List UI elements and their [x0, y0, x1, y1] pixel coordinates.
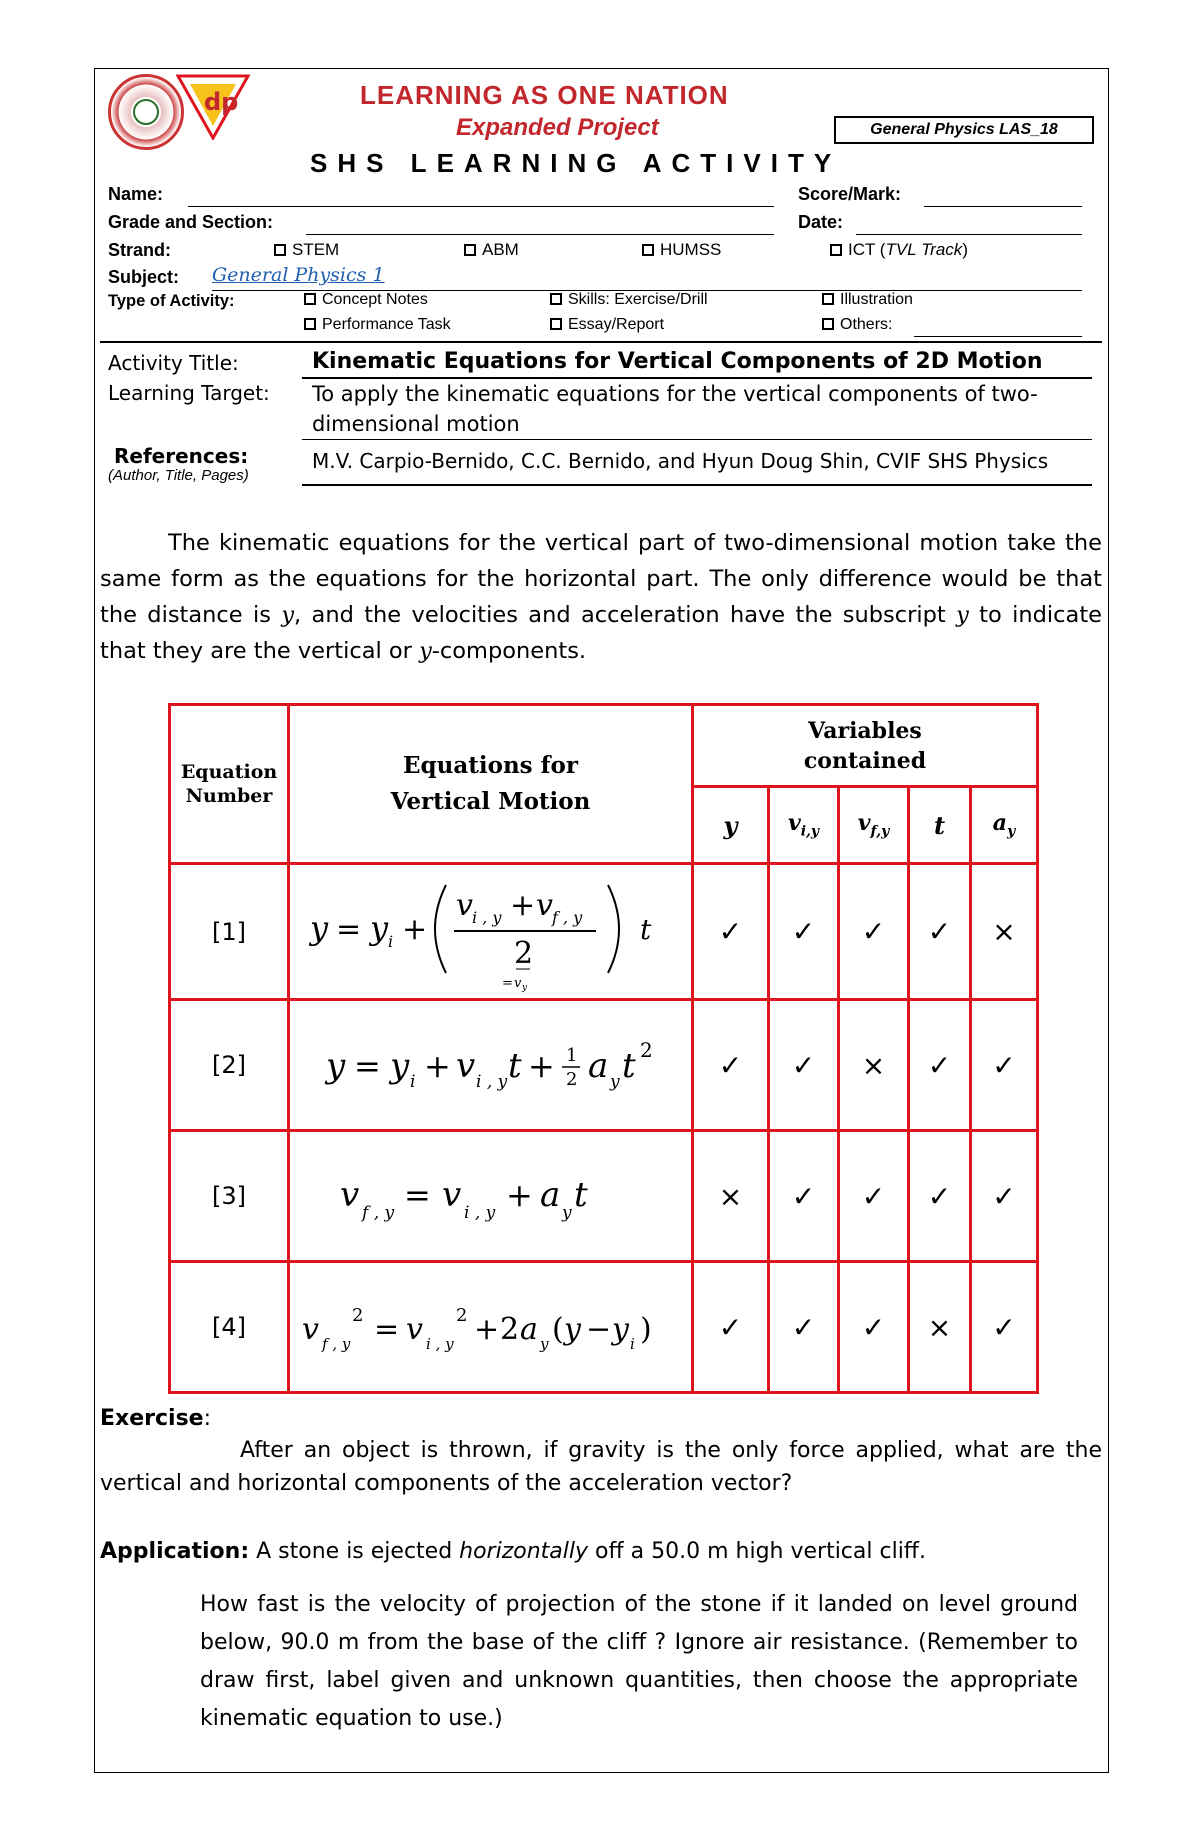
- svg-text:v: v: [405, 1311, 423, 1347]
- score-field[interactable]: [924, 206, 1082, 207]
- type-concept-notes[interactable]: Concept Notes: [304, 291, 428, 309]
- learning-target-label: Learning Target:: [108, 381, 270, 405]
- svg-text:2: 2: [639, 1037, 653, 1062]
- equation-number: [1]: [170, 864, 289, 1000]
- date-field[interactable]: [856, 234, 1082, 235]
- mark-cell: ✓: [693, 1262, 769, 1393]
- svg-text:(: (: [551, 1311, 564, 1347]
- mark-cell: ✓: [971, 1000, 1038, 1131]
- svg-text:y: y: [611, 1311, 629, 1347]
- type-illustration[interactable]: Illustration: [822, 291, 913, 309]
- references-note: (Author, Title, Pages): [108, 467, 249, 484]
- mark-cell: ✓: [909, 864, 971, 1000]
- mark-cell: ✓: [971, 1262, 1038, 1393]
- type-others[interactable]: Others:: [822, 316, 892, 334]
- application-question: How fast is the velocity of projection of the stone if it landed on level ground below, 90.0 m from the base of the cliff ? Ignore air resistance. (Remember to draw first, label given and unknown quantities, then choose the appropriate kinematic equation to use.): [200, 1592, 1078, 1731]
- learning-target-value: To apply the kinematic equations for the vertical components of two-dimensional motion: [312, 382, 1038, 436]
- header-equation-number: Equation Number: [170, 705, 289, 864]
- mark-cell: ✓: [693, 864, 769, 1000]
- svg-text:v: v: [441, 1174, 461, 1215]
- mark-cell: ×: [693, 1131, 769, 1262]
- kinematic-equations-table: [168, 703, 1039, 1394]
- svg-text:v: v: [301, 1311, 319, 1347]
- equation-1: [289, 864, 693, 1000]
- mark-cell: ✓: [769, 1000, 839, 1131]
- checkbox-icon: [550, 293, 562, 305]
- activity-title-label: Activity Title:: [108, 351, 239, 375]
- svg-text:f , y: f , y: [361, 1202, 394, 1223]
- svg-text:y: y: [369, 909, 388, 947]
- mark-cell: ✓: [693, 1000, 769, 1131]
- type-exercise-drill[interactable]: Skills: Exercise/Drill: [550, 291, 708, 309]
- type-performance-task[interactable]: Performance Task: [304, 316, 451, 334]
- svg-text:v: v: [455, 888, 473, 923]
- mark-cell: ✓: [971, 1131, 1038, 1262]
- others-field[interactable]: [914, 336, 1082, 337]
- svg-text:y: y: [609, 1071, 620, 1092]
- svg-text:y: y: [561, 1202, 572, 1223]
- svg-text:): ): [639, 1311, 652, 1347]
- equation-3-formula: [296, 1144, 686, 1244]
- strand-stem[interactable]: STEM: [274, 240, 339, 260]
- svg-text:i , y: i , y: [471, 908, 501, 927]
- header-variables: Variables contained: [693, 705, 1038, 787]
- section-divider: [100, 341, 1102, 343]
- name-label: Name:: [108, 184, 164, 204]
- svg-text:y: y: [309, 909, 328, 947]
- svg-text:i: i: [409, 1071, 415, 1092]
- equation-4-formula: [296, 1275, 686, 1375]
- svg-text:v: v: [513, 976, 521, 991]
- date-label: Date:: [798, 212, 844, 232]
- svg-text:t: t: [621, 1045, 636, 1086]
- svg-text:y: y: [539, 1334, 548, 1353]
- mark-cell: ×: [909, 1262, 971, 1393]
- svg-text:t: t: [507, 1045, 522, 1086]
- checkbox-icon: [304, 293, 316, 305]
- checkbox-icon: [830, 244, 842, 256]
- strand-humss[interactable]: HUMSS: [642, 240, 721, 260]
- grade-field[interactable]: [306, 234, 774, 235]
- svg-text:+: +: [505, 1175, 533, 1214]
- application-lead: Application: A stone is ejected horizontally off a 50.0 m high vertical cliff.: [100, 1539, 926, 1564]
- exercise-question: After an object is thrown, if gravity is the only force applied, what are the vertical and horizontal components of the acceleration vector?: [100, 1438, 1102, 1496]
- svg-text:2: 2: [351, 1304, 363, 1326]
- checkbox-icon: [464, 244, 476, 256]
- mark-cell: ×: [971, 864, 1038, 1000]
- svg-text:a: a: [539, 1174, 560, 1215]
- svg-text:−: −: [585, 1311, 611, 1347]
- equation-number: [4]: [170, 1262, 289, 1393]
- checkbox-icon: [822, 293, 834, 305]
- mark-cell: ✓: [909, 1000, 971, 1131]
- school-seal-logo: [108, 74, 184, 150]
- strand-label: Strand:: [108, 240, 171, 260]
- checkbox-icon: [822, 318, 834, 330]
- checkbox-icon: [274, 244, 286, 256]
- target-underline: [302, 439, 1092, 440]
- mark-cell: ✓: [769, 1131, 839, 1262]
- grade-label: Grade and Section:: [108, 212, 274, 232]
- activity-heading: SHS LEARNING ACTIVITY: [310, 148, 842, 178]
- type-essay-report[interactable]: Essay/Report: [550, 316, 664, 334]
- intro-paragraph: The kinematic equations for the vertical part of two-dimensional motion take the same form as the equations for the horizontal part. The only difference would be that the distance is y, and the velocities and acceleration have the subscript y to indicate that they are the vertical or y-components.: [100, 530, 1102, 664]
- subject-label: Subject:: [108, 267, 180, 287]
- svg-text:2: 2: [499, 1311, 519, 1347]
- score-label: Score/Mark:: [798, 184, 902, 204]
- svg-text:=: =: [373, 1311, 399, 1347]
- equation-2-formula: [296, 1013, 686, 1113]
- svg-text:y: y: [389, 1045, 409, 1086]
- svg-text:=: =: [335, 912, 361, 947]
- svg-text:a: a: [587, 1045, 608, 1086]
- exercise-heading: Exercise:: [100, 1406, 212, 1431]
- strand-abm[interactable]: ABM: [464, 240, 519, 260]
- checkbox-icon: [550, 318, 562, 330]
- equation-1-formula: [296, 865, 686, 993]
- project-logo: [176, 70, 250, 140]
- svg-text:+: +: [509, 888, 535, 923]
- mark-cell: ✓: [769, 864, 839, 1000]
- svg-text:y: y: [563, 1311, 581, 1347]
- mark-cell: ✓: [909, 1131, 971, 1262]
- var-y: y: [281, 602, 295, 628]
- svg-text:+: +: [473, 1311, 499, 1347]
- header-equations: Equations for Vertical Motion: [289, 705, 693, 864]
- equation-3: [289, 1131, 693, 1262]
- var-header-t: t: [909, 787, 971, 864]
- svg-text:=: =: [403, 1175, 431, 1214]
- svg-text:i , y: i , y: [463, 1202, 495, 1223]
- svg-text:y: y: [325, 1045, 345, 1086]
- subject-value: General Physics 1: [212, 264, 385, 286]
- var-header-viy: $v_{i,y}$: [769, 787, 839, 864]
- var-header-ay: $a_y$: [971, 787, 1038, 864]
- var-header-y: y: [693, 787, 769, 864]
- svg-text:t: t: [639, 913, 651, 946]
- las-code-box: General Physics LAS_18: [834, 116, 1094, 144]
- svg-text:2: 2: [455, 1304, 467, 1326]
- mark-cell: ✓: [839, 864, 909, 1000]
- equation-4: [289, 1262, 693, 1393]
- svg-text:+: +: [401, 912, 427, 947]
- svg-text:2: 2: [513, 936, 533, 971]
- project-title: LEARNING AS ONE NATION: [360, 80, 729, 110]
- equation-number: [2]: [170, 1000, 289, 1131]
- svg-text:=: =: [353, 1046, 381, 1085]
- name-field[interactable]: [188, 206, 774, 207]
- mark-cell: ×: [839, 1000, 909, 1131]
- checkbox-icon: [304, 318, 316, 330]
- mark-cell: ✓: [839, 1262, 909, 1393]
- mark-cell: ✓: [839, 1131, 909, 1262]
- svg-text:i: i: [387, 932, 393, 951]
- svg-text:+: +: [527, 1046, 555, 1085]
- strand-ict[interactable]: ICT (TVL Track): [830, 240, 968, 260]
- activity-title-value: Kinematic Equations for Vertical Components of 2D Motion: [312, 349, 1043, 374]
- svg-text:i , y: i , y: [475, 1071, 507, 1092]
- svg-text:v: v: [535, 888, 553, 923]
- svg-text:+: +: [423, 1046, 451, 1085]
- references-value: M.V. Carpio-Bernido, C.C. Bernido, and Hyun Doug Shin, CVIF SHS Physics: [312, 449, 1049, 473]
- svg-text:v: v: [455, 1045, 475, 1086]
- svg-text:1: 1: [565, 1044, 577, 1066]
- activity-type-label: Type of Activity:: [108, 292, 235, 310]
- mark-cell: ✓: [769, 1262, 839, 1393]
- project-subtitle: Expanded Project: [456, 114, 659, 141]
- equation-number: [3]: [170, 1131, 289, 1262]
- svg-text:i , y: i , y: [425, 1334, 454, 1353]
- svg-text:a: a: [519, 1311, 538, 1347]
- svg-text:dp: dp: [204, 88, 239, 116]
- checkbox-icon: [642, 244, 654, 256]
- svg-text:y: y: [521, 983, 527, 993]
- svg-text:t: t: [573, 1174, 588, 1215]
- svg-text:v: v: [339, 1174, 359, 1215]
- svg-text:f , y: f , y: [551, 908, 582, 927]
- references-label: References:: [114, 444, 249, 468]
- references-underline: [302, 484, 1092, 486]
- svg-text:=: =: [501, 976, 513, 991]
- svg-text:2: 2: [565, 1068, 577, 1090]
- svg-text:i: i: [629, 1334, 635, 1353]
- svg-text:f , y: f , y: [321, 1334, 350, 1353]
- var-header-vfy: $v_{f,y}$: [839, 787, 909, 864]
- equation-2: [289, 1000, 693, 1131]
